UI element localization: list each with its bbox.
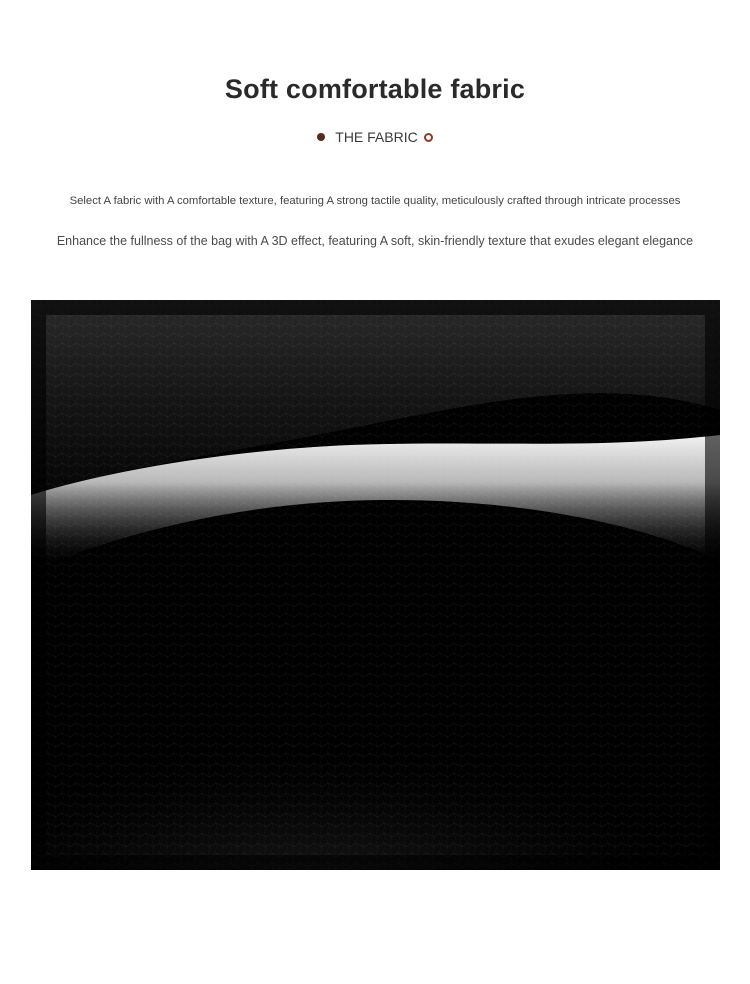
description-line-1: Select A fabric with A comfortable texture, featuring A strong tactile quality, meticulously crafted through intricate processes — [69, 195, 681, 207]
description-line-2: Enhance the fullness of the bag with A 3D effect, featuring A soft, skin-friendly texture that exudes elegant elegance — [56, 234, 694, 248]
section-subtitle — [0, 129, 750, 145]
subtitle-label: THE FABRIC — [335, 129, 418, 145]
leather-texture-illustration — [31, 300, 720, 870]
ring-dot-icon — [424, 133, 433, 142]
section-title: Soft comfortable fabric — [224, 74, 526, 104]
leather-texture-photo — [31, 300, 720, 870]
bullet-dot-icon — [317, 133, 325, 141]
